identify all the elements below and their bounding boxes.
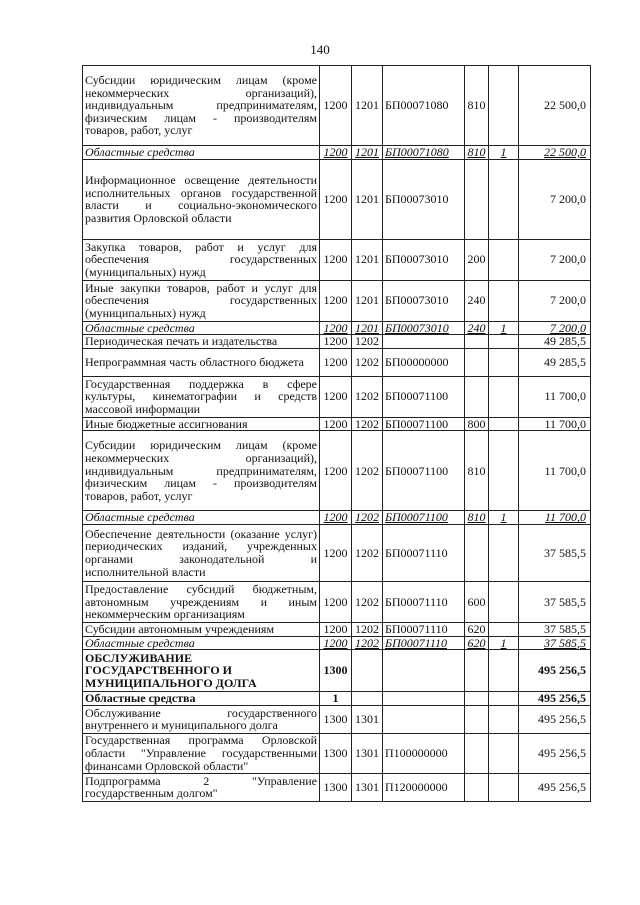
section-code-cell: 1200 <box>320 417 352 431</box>
subsection-code-cell: 1202 <box>352 417 383 431</box>
subsection-code-cell: 1201 <box>352 321 383 335</box>
subsection-code-cell: 1202 <box>352 524 383 581</box>
source-code-cell <box>489 66 519 146</box>
subsection-code-cell: 1201 <box>352 66 383 146</box>
subsection-code-cell <box>352 692 383 706</box>
amount-cell: 37 585,5 <box>519 524 591 581</box>
source-code-cell <box>489 650 519 692</box>
amount-cell: 495 256,5 <box>519 692 591 706</box>
amount-cell: 11 700,0 <box>519 431 591 511</box>
amount-cell: 7 200,0 <box>519 321 591 335</box>
row-name-cell: Областные средства <box>83 146 320 160</box>
amount-cell: 37 585,5 <box>519 581 591 622</box>
expense-type-cell <box>465 159 489 239</box>
row-name-cell: Областные средства <box>83 321 320 335</box>
expense-type-cell: 240 <box>465 280 489 321</box>
table-row <box>83 66 591 146</box>
source-code-cell: 1 <box>489 636 519 650</box>
source-code-cell <box>489 335 519 349</box>
table-row <box>83 511 591 525</box>
section-code-cell: 1200 <box>320 524 352 581</box>
target-article-cell <box>383 705 465 733</box>
table-row <box>83 692 591 706</box>
target-article-cell: П100000000 <box>383 733 465 773</box>
target-article-cell: БП00073010 <box>383 280 465 321</box>
row-name-cell: Государственная поддержка в сфере культуры, кинематографии и средств массовой информации <box>83 376 320 417</box>
table-row <box>83 280 591 321</box>
expense-type-cell: 600 <box>465 581 489 622</box>
source-code-cell <box>489 417 519 431</box>
target-article-cell: П120000000 <box>383 773 465 801</box>
row-name-cell: Непрограммная часть областного бюджета <box>83 348 320 376</box>
expense-type-cell <box>465 705 489 733</box>
source-code-cell <box>489 159 519 239</box>
expense-type-cell: 810 <box>465 431 489 511</box>
subsection-code-cell: 1201 <box>352 280 383 321</box>
target-article-cell: БП00071100 <box>383 511 465 525</box>
subsection-code-cell: 1301 <box>352 705 383 733</box>
source-code-cell <box>489 280 519 321</box>
section-code-cell: 1200 <box>320 146 352 160</box>
row-name-cell: Закупка товаров, работ и услуг для обеспечения государственных (муниципальных) нужд <box>83 239 320 280</box>
expense-type-cell <box>465 692 489 706</box>
source-code-cell <box>489 733 519 773</box>
target-article-cell: БП00000000 <box>383 348 465 376</box>
amount-cell: 7 200,0 <box>519 159 591 239</box>
table-row <box>83 146 591 160</box>
target-article-cell <box>383 335 465 349</box>
target-article-cell: БП00073010 <box>383 239 465 280</box>
expense-type-cell: 240 <box>465 321 489 335</box>
section-code-cell: 1300 <box>320 650 352 692</box>
table-row <box>83 650 591 692</box>
amount-cell: 495 256,5 <box>519 733 591 773</box>
target-article-cell: БП00071100 <box>383 431 465 511</box>
row-name-cell: Областные средства <box>83 511 320 525</box>
expense-type-cell <box>465 650 489 692</box>
row-name-cell: Предоставление субсидий бюджетным, автономным учреждениям и иным некоммерческим организациям <box>83 581 320 622</box>
table-row <box>83 636 591 650</box>
target-article-cell: БП00071110 <box>383 622 465 636</box>
source-code-cell <box>489 239 519 280</box>
expense-type-cell: 200 <box>465 239 489 280</box>
section-code-cell: 1 <box>320 692 352 706</box>
subsection-code-cell: 1202 <box>352 622 383 636</box>
table-row <box>83 159 591 239</box>
page-number: 140 <box>310 42 330 57</box>
expense-type-cell: 810 <box>465 511 489 525</box>
row-name-cell: Информационное освещение деятельности исполнительных органов государственной власти и социально-экономического развития Орловской области <box>83 159 320 239</box>
subsection-code-cell: 1202 <box>352 511 383 525</box>
table-row <box>83 417 591 431</box>
table-row <box>83 622 591 636</box>
table-row <box>83 733 591 773</box>
section-code-cell: 1300 <box>320 733 352 773</box>
subsection-code-cell: 1202 <box>352 376 383 417</box>
row-name-cell: Субсидии автономным учреждениям <box>83 622 320 636</box>
expense-type-cell: 620 <box>465 622 489 636</box>
subsection-code-cell: 1202 <box>352 348 383 376</box>
amount-cell: 7 200,0 <box>519 280 591 321</box>
source-code-cell: 1 <box>489 321 519 335</box>
section-code-cell: 1200 <box>320 636 352 650</box>
row-name-cell: Обслуживание государственного внутреннего и муниципального долга <box>83 705 320 733</box>
budget-table <box>82 65 591 802</box>
table-row <box>83 335 591 349</box>
expense-type-cell: 620 <box>465 636 489 650</box>
row-name-cell: Периодическая печать и издательства <box>83 335 320 349</box>
amount-cell: 49 285,5 <box>519 348 591 376</box>
table-row <box>83 705 591 733</box>
table-row <box>83 321 591 335</box>
expense-type-cell <box>465 335 489 349</box>
source-code-cell <box>489 773 519 801</box>
source-code-cell <box>489 692 519 706</box>
section-code-cell: 1200 <box>320 239 352 280</box>
subsection-code-cell: 1202 <box>352 636 383 650</box>
amount-cell: 11 700,0 <box>519 417 591 431</box>
target-article-cell <box>383 692 465 706</box>
subsection-code-cell: 1202 <box>352 431 383 511</box>
expense-type-cell <box>465 773 489 801</box>
target-article-cell: БП00071080 <box>383 146 465 160</box>
row-name-cell: Субсидии юридическим лицам (кроме некоммерческих организаций), индивидуальным предпринимателям, физическим лицам - производителям товаров, работ, услуг <box>83 431 320 511</box>
row-name-cell: Областные средства <box>83 692 320 706</box>
row-name-cell: Обеспечение деятельности (оказание услуг) периодических изданий, учрежденных органами законодательной и исполнительной власти <box>83 524 320 581</box>
section-code-cell: 1300 <box>320 773 352 801</box>
row-name-cell: Подпрограмма 2 "Управление государственным долгом" <box>83 773 320 801</box>
amount-cell: 495 256,5 <box>519 650 591 692</box>
subsection-code-cell: 1301 <box>352 773 383 801</box>
source-code-cell <box>489 431 519 511</box>
row-name-cell: Государственная программа Орловской области "Управление государственными финансами Орловской области" <box>83 733 320 773</box>
expense-type-cell <box>465 348 489 376</box>
target-article-cell: БП00071080 <box>383 66 465 146</box>
row-name-cell: ОБСЛУЖИВАНИЕ ГОСУДАРСТВЕННОГО И МУНИЦИПАЛЬНОГО ДОЛГА <box>83 650 320 692</box>
expense-type-cell <box>465 733 489 773</box>
amount-cell: 22 500,0 <box>519 146 591 160</box>
table-row <box>83 348 591 376</box>
expense-type-cell <box>465 524 489 581</box>
section-code-cell: 1200 <box>320 581 352 622</box>
section-code-cell: 1200 <box>320 66 352 146</box>
amount-cell: 22 500,0 <box>519 66 591 146</box>
amount-cell: 37 585,5 <box>519 622 591 636</box>
section-code-cell: 1200 <box>320 348 352 376</box>
section-code-cell: 1200 <box>320 159 352 239</box>
source-code-cell <box>489 376 519 417</box>
source-code-cell: 1 <box>489 146 519 160</box>
source-code-cell <box>489 348 519 376</box>
source-code-cell: 1 <box>489 511 519 525</box>
expense-type-cell: 800 <box>465 417 489 431</box>
target-article-cell: БП00071110 <box>383 636 465 650</box>
subsection-code-cell: 1201 <box>352 146 383 160</box>
expense-type-cell: 810 <box>465 146 489 160</box>
source-code-cell <box>489 622 519 636</box>
target-article-cell: БП00073010 <box>383 159 465 239</box>
amount-cell: 37 585,5 <box>519 636 591 650</box>
table-row <box>83 581 591 622</box>
row-name-cell: Иные закупки товаров, работ и услуг для обеспечения государственных (муниципальных) нужд <box>83 280 320 321</box>
target-article-cell: БП00071110 <box>383 581 465 622</box>
table-row <box>83 524 591 581</box>
source-code-cell <box>489 524 519 581</box>
amount-cell: 49 285,5 <box>519 335 591 349</box>
expense-type-cell: 810 <box>465 66 489 146</box>
amount-cell: 495 256,5 <box>519 773 591 801</box>
table-row <box>83 239 591 280</box>
row-name-cell: Областные средства <box>83 636 320 650</box>
source-code-cell <box>489 581 519 622</box>
amount-cell: 495 256,5 <box>519 705 591 733</box>
table-row <box>83 773 591 801</box>
target-article-cell: БП00071110 <box>383 524 465 581</box>
subsection-code-cell: 1201 <box>352 239 383 280</box>
section-code-cell: 1200 <box>320 280 352 321</box>
table-row <box>83 376 591 417</box>
target-article-cell: БП00071100 <box>383 376 465 417</box>
section-code-cell: 1200 <box>320 622 352 636</box>
row-name-cell: Субсидии юридическим лицам (кроме некоммерческих организаций), индивидуальным предпринимателям, физическим лицам - производителям товаров, работ, услуг <box>83 66 320 146</box>
section-code-cell: 1200 <box>320 511 352 525</box>
amount-cell: 7 200,0 <box>519 239 591 280</box>
amount-cell: 11 700,0 <box>519 511 591 525</box>
section-code-cell: 1200 <box>320 335 352 349</box>
amount-cell: 11 700,0 <box>519 376 591 417</box>
row-name-cell: Иные бюджетные ассигнования <box>83 417 320 431</box>
expense-type-cell <box>465 376 489 417</box>
subsection-code-cell: 1201 <box>352 159 383 239</box>
subsection-code-cell: 1202 <box>352 335 383 349</box>
subsection-code-cell: 1301 <box>352 733 383 773</box>
source-code-cell <box>489 705 519 733</box>
target-article-cell: БП00071100 <box>383 417 465 431</box>
section-code-cell: 1300 <box>320 705 352 733</box>
target-article-cell <box>383 650 465 692</box>
subsection-code-cell: 1202 <box>352 581 383 622</box>
section-code-cell: 1200 <box>320 321 352 335</box>
target-article-cell: БП00073010 <box>383 321 465 335</box>
section-code-cell: 1200 <box>320 376 352 417</box>
subsection-code-cell <box>352 650 383 692</box>
table-row <box>83 431 591 511</box>
section-code-cell: 1200 <box>320 431 352 511</box>
